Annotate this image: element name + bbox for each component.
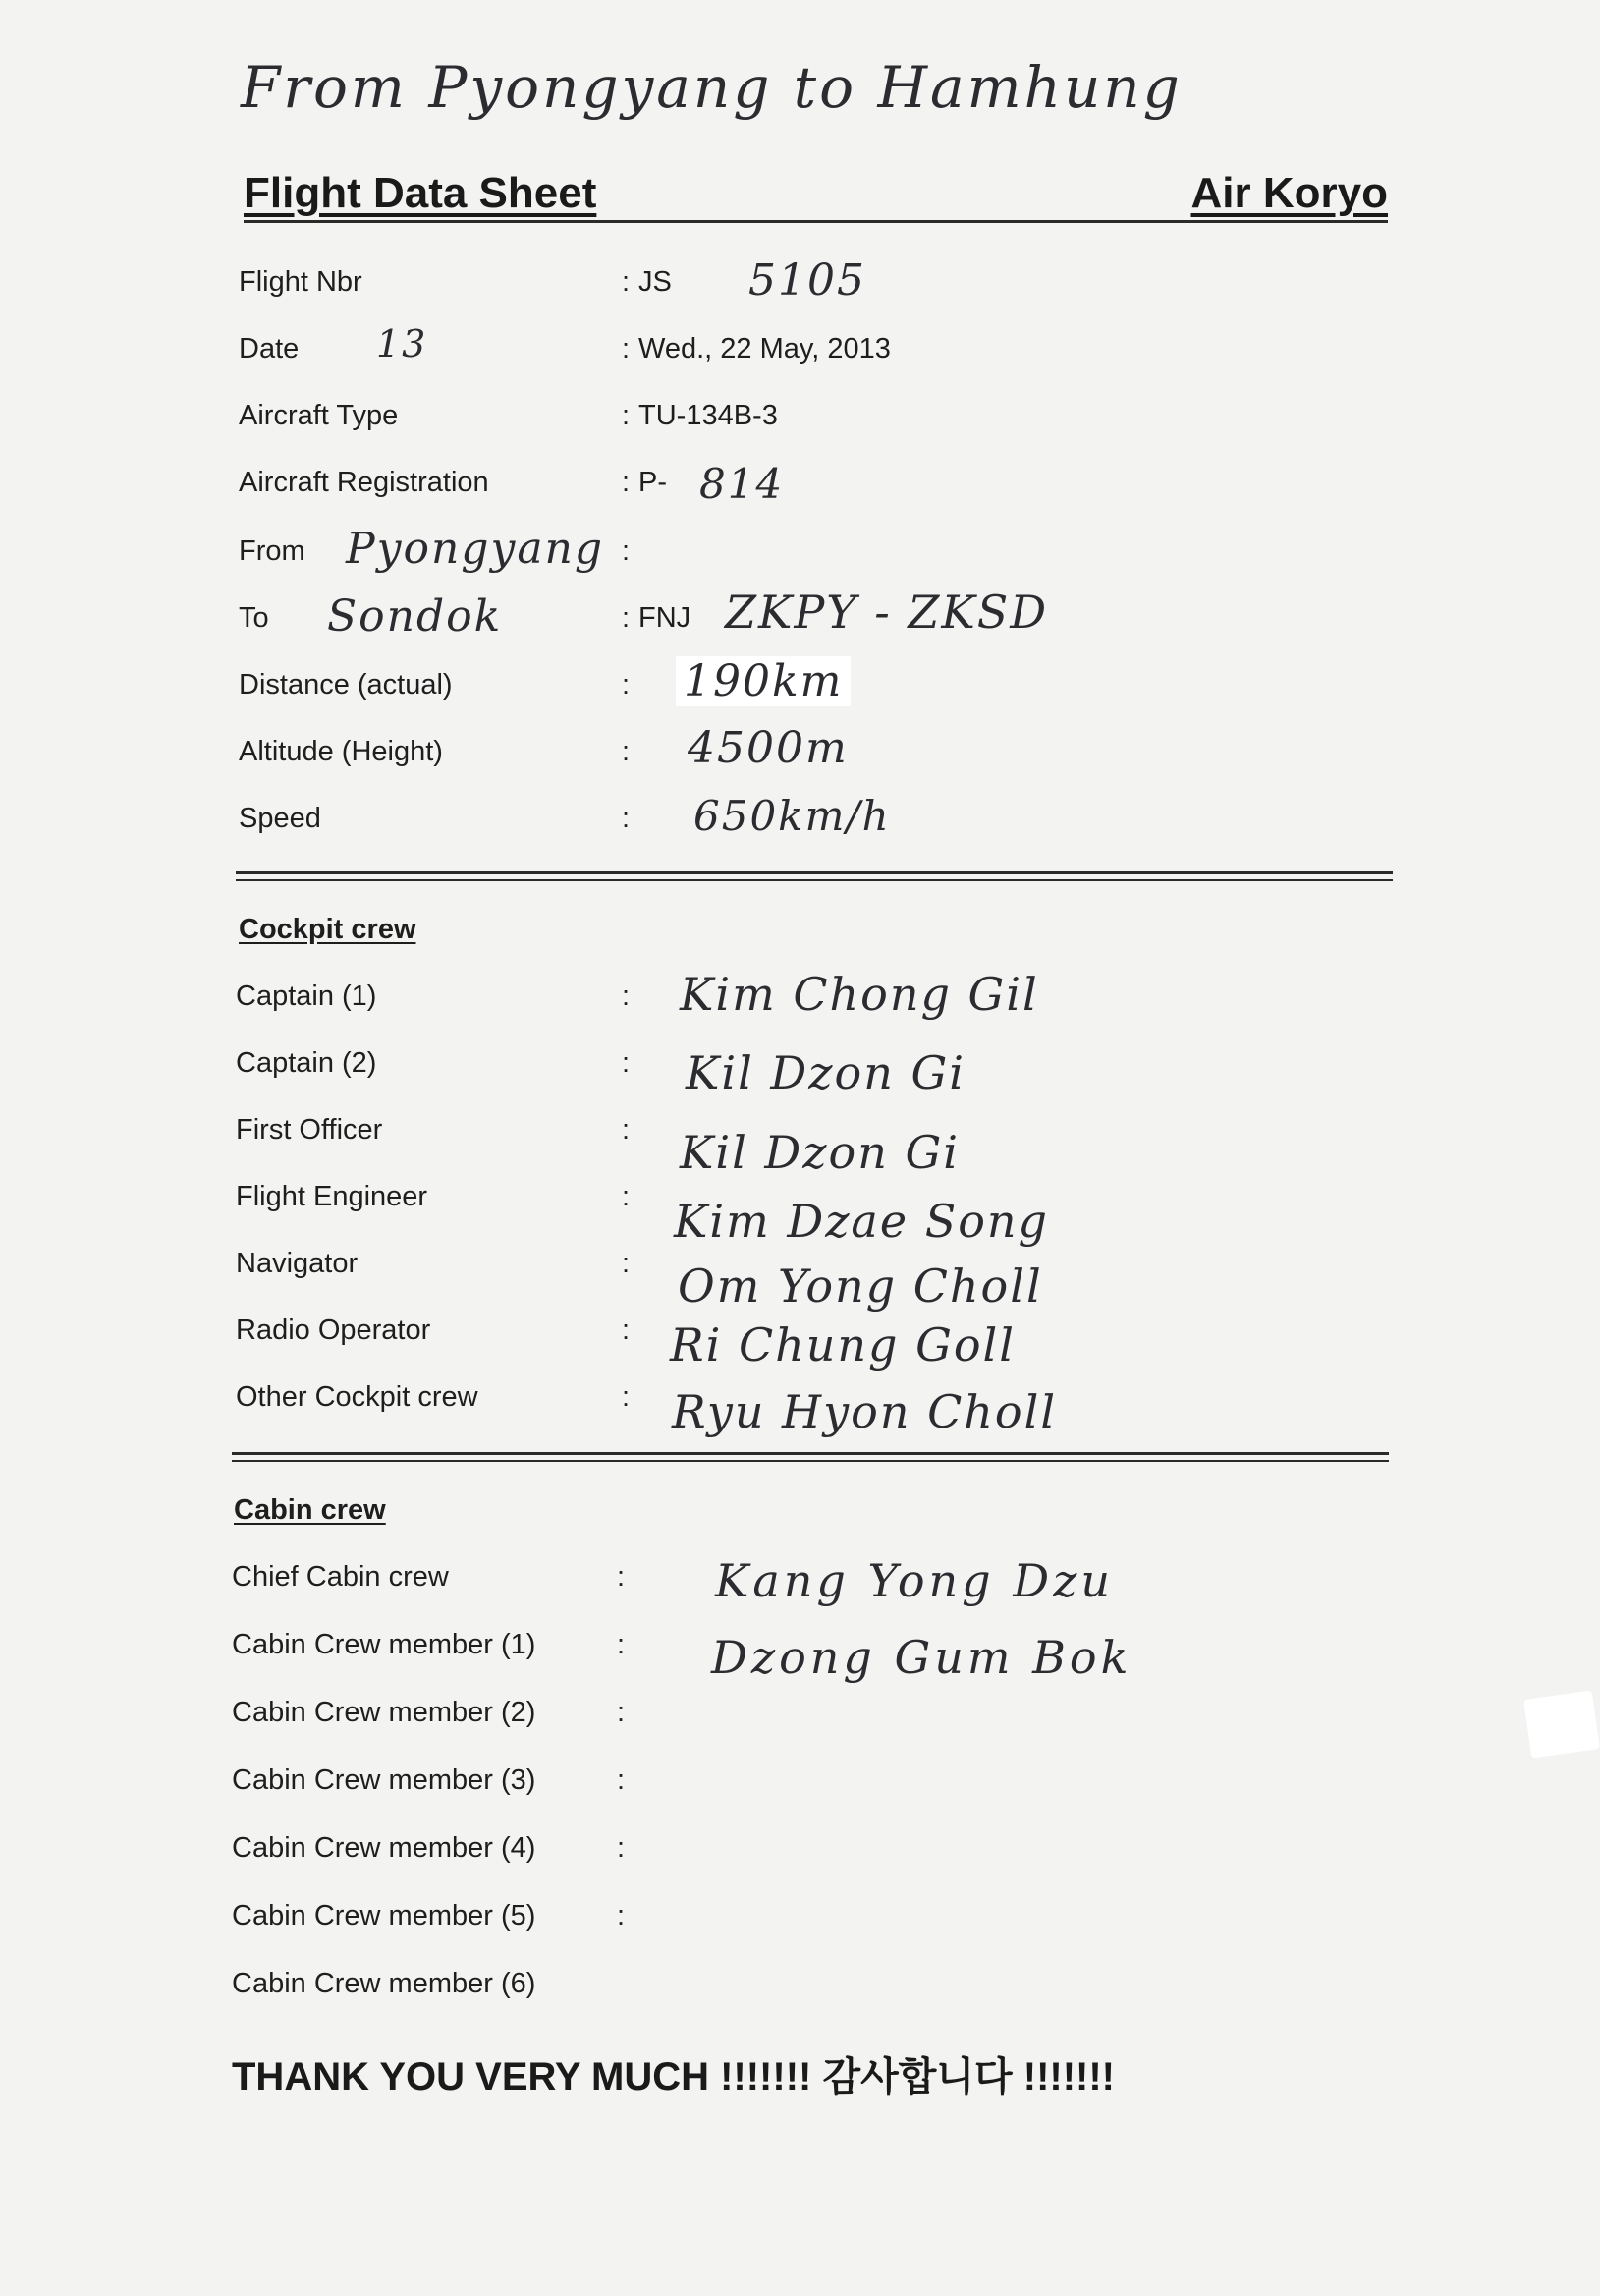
other-cockpit-crew-value: Ryu Hyon Choll [672, 1385, 1058, 1438]
first-officer-value: Kil Dzon Gi [680, 1126, 960, 1179]
radio-operator-value: Ri Chung Goll [670, 1318, 1016, 1372]
colon: : [622, 1114, 631, 1146]
colon: : [622, 1248, 631, 1279]
navigator-value: Om Yong Choll [678, 1260, 1043, 1313]
date-label: Date [239, 333, 300, 364]
colon: : [622, 400, 631, 431]
chief-cabin-crew-label: Chief Cabin crew [232, 1561, 449, 1593]
date-value: Wed., 22 May, 2013 [638, 333, 891, 364]
altitude-label: Altitude (Height) [239, 736, 443, 767]
chief-cabin-crew-value: Kang Yong Dzu [715, 1554, 1114, 1607]
cabin-crew-6-label: Cabin Crew member (6) [232, 1968, 536, 1999]
colon: : [617, 1764, 626, 1796]
speed-value: 650km/h [693, 792, 891, 840]
first-officer-label: First Officer [236, 1114, 383, 1146]
cabin-crew-heading: Cabin crew [234, 1494, 386, 1526]
section-divider [236, 871, 1393, 874]
speed-label: Speed [239, 803, 321, 834]
to-label: To [239, 602, 269, 634]
captain-1-label: Captain (1) [236, 980, 377, 1012]
colon: : [617, 1900, 626, 1932]
colon: : [617, 1832, 626, 1864]
colon: : [622, 1181, 631, 1212]
colon: : [622, 467, 631, 498]
captain-1-value: Kim Chong Gil [680, 968, 1039, 1021]
icao-route-value: ZKPY - ZKSD [725, 586, 1049, 639]
colon: : [622, 1047, 631, 1079]
cabin-crew-2-label: Cabin Crew member (2) [232, 1697, 536, 1728]
aircraft-type-value: TU-134B-3 [638, 400, 778, 431]
from-value: Pyongyang [346, 524, 605, 574]
airline-name: Air Koryo [1190, 169, 1388, 217]
colon: : [617, 1629, 626, 1660]
cabin-crew-1-label: Cabin Crew member (1) [232, 1629, 536, 1660]
section-divider [236, 879, 1393, 881]
thank-you-footer: THANK YOU VERY MUCH !!!!!!! 감사합니다 !!!!!!! [232, 2055, 1116, 2099]
colon: : [622, 602, 631, 634]
from-label: From [239, 535, 305, 567]
colon: : [622, 803, 631, 834]
colon: : [617, 1561, 626, 1593]
sheet-title: Flight Data Sheet [244, 169, 597, 217]
colon: : [622, 333, 631, 364]
cabin-crew-5-label: Cabin Crew member (5) [232, 1900, 536, 1932]
other-cockpit-crew-label: Other Cockpit crew [236, 1381, 478, 1413]
section-divider [232, 1452, 1389, 1455]
radio-operator-label: Radio Operator [236, 1315, 431, 1346]
distance-label: Distance (actual) [239, 669, 453, 700]
to-value: Sondok [327, 591, 503, 642]
distance-value: 190km [676, 656, 851, 706]
header-rule [244, 220, 1388, 223]
flight-number-prefix: JS [638, 266, 672, 298]
cabin-crew-4-label: Cabin Crew member (4) [232, 1832, 536, 1864]
aircraft-type-label: Aircraft Type [239, 400, 399, 431]
date-note: 13 [376, 322, 428, 365]
captain-2-value: Kil Dzon Gi [686, 1046, 966, 1099]
colon: : [622, 1315, 631, 1346]
aircraft-registration-label: Aircraft Registration [239, 467, 489, 498]
handwritten-route-title: From Pyongyang to Hamhung [241, 54, 1183, 121]
colon: : [622, 736, 631, 767]
colon: : [622, 1381, 631, 1413]
colon: : [622, 980, 631, 1012]
cabin-crew-3-label: Cabin Crew member (3) [232, 1764, 536, 1796]
flight-engineer-value: Kim Dzae Song [674, 1195, 1049, 1248]
colon: : [622, 266, 631, 298]
colon: : [622, 669, 631, 700]
cockpit-crew-heading: Cockpit crew [239, 914, 416, 945]
section-divider [232, 1460, 1389, 1462]
cabin-crew-1-value: Dzong Gum Bok [711, 1631, 1132, 1684]
flight-number-value: 5105 [748, 255, 866, 306]
navigator-label: Navigator [236, 1248, 359, 1279]
colon: : [617, 1697, 626, 1728]
altitude-value: 4500m [688, 723, 849, 773]
registration-value: 814 [699, 460, 785, 508]
captain-2-label: Captain (2) [236, 1047, 377, 1079]
colon: : [622, 535, 631, 567]
paper-smudge [1523, 1690, 1600, 1758]
registration-prefix: P- [638, 467, 667, 498]
flight-engineer-label: Flight Engineer [236, 1181, 428, 1212]
fnj-prefix: FNJ [638, 602, 691, 634]
flight-number-label: Flight Nbr [239, 266, 362, 298]
